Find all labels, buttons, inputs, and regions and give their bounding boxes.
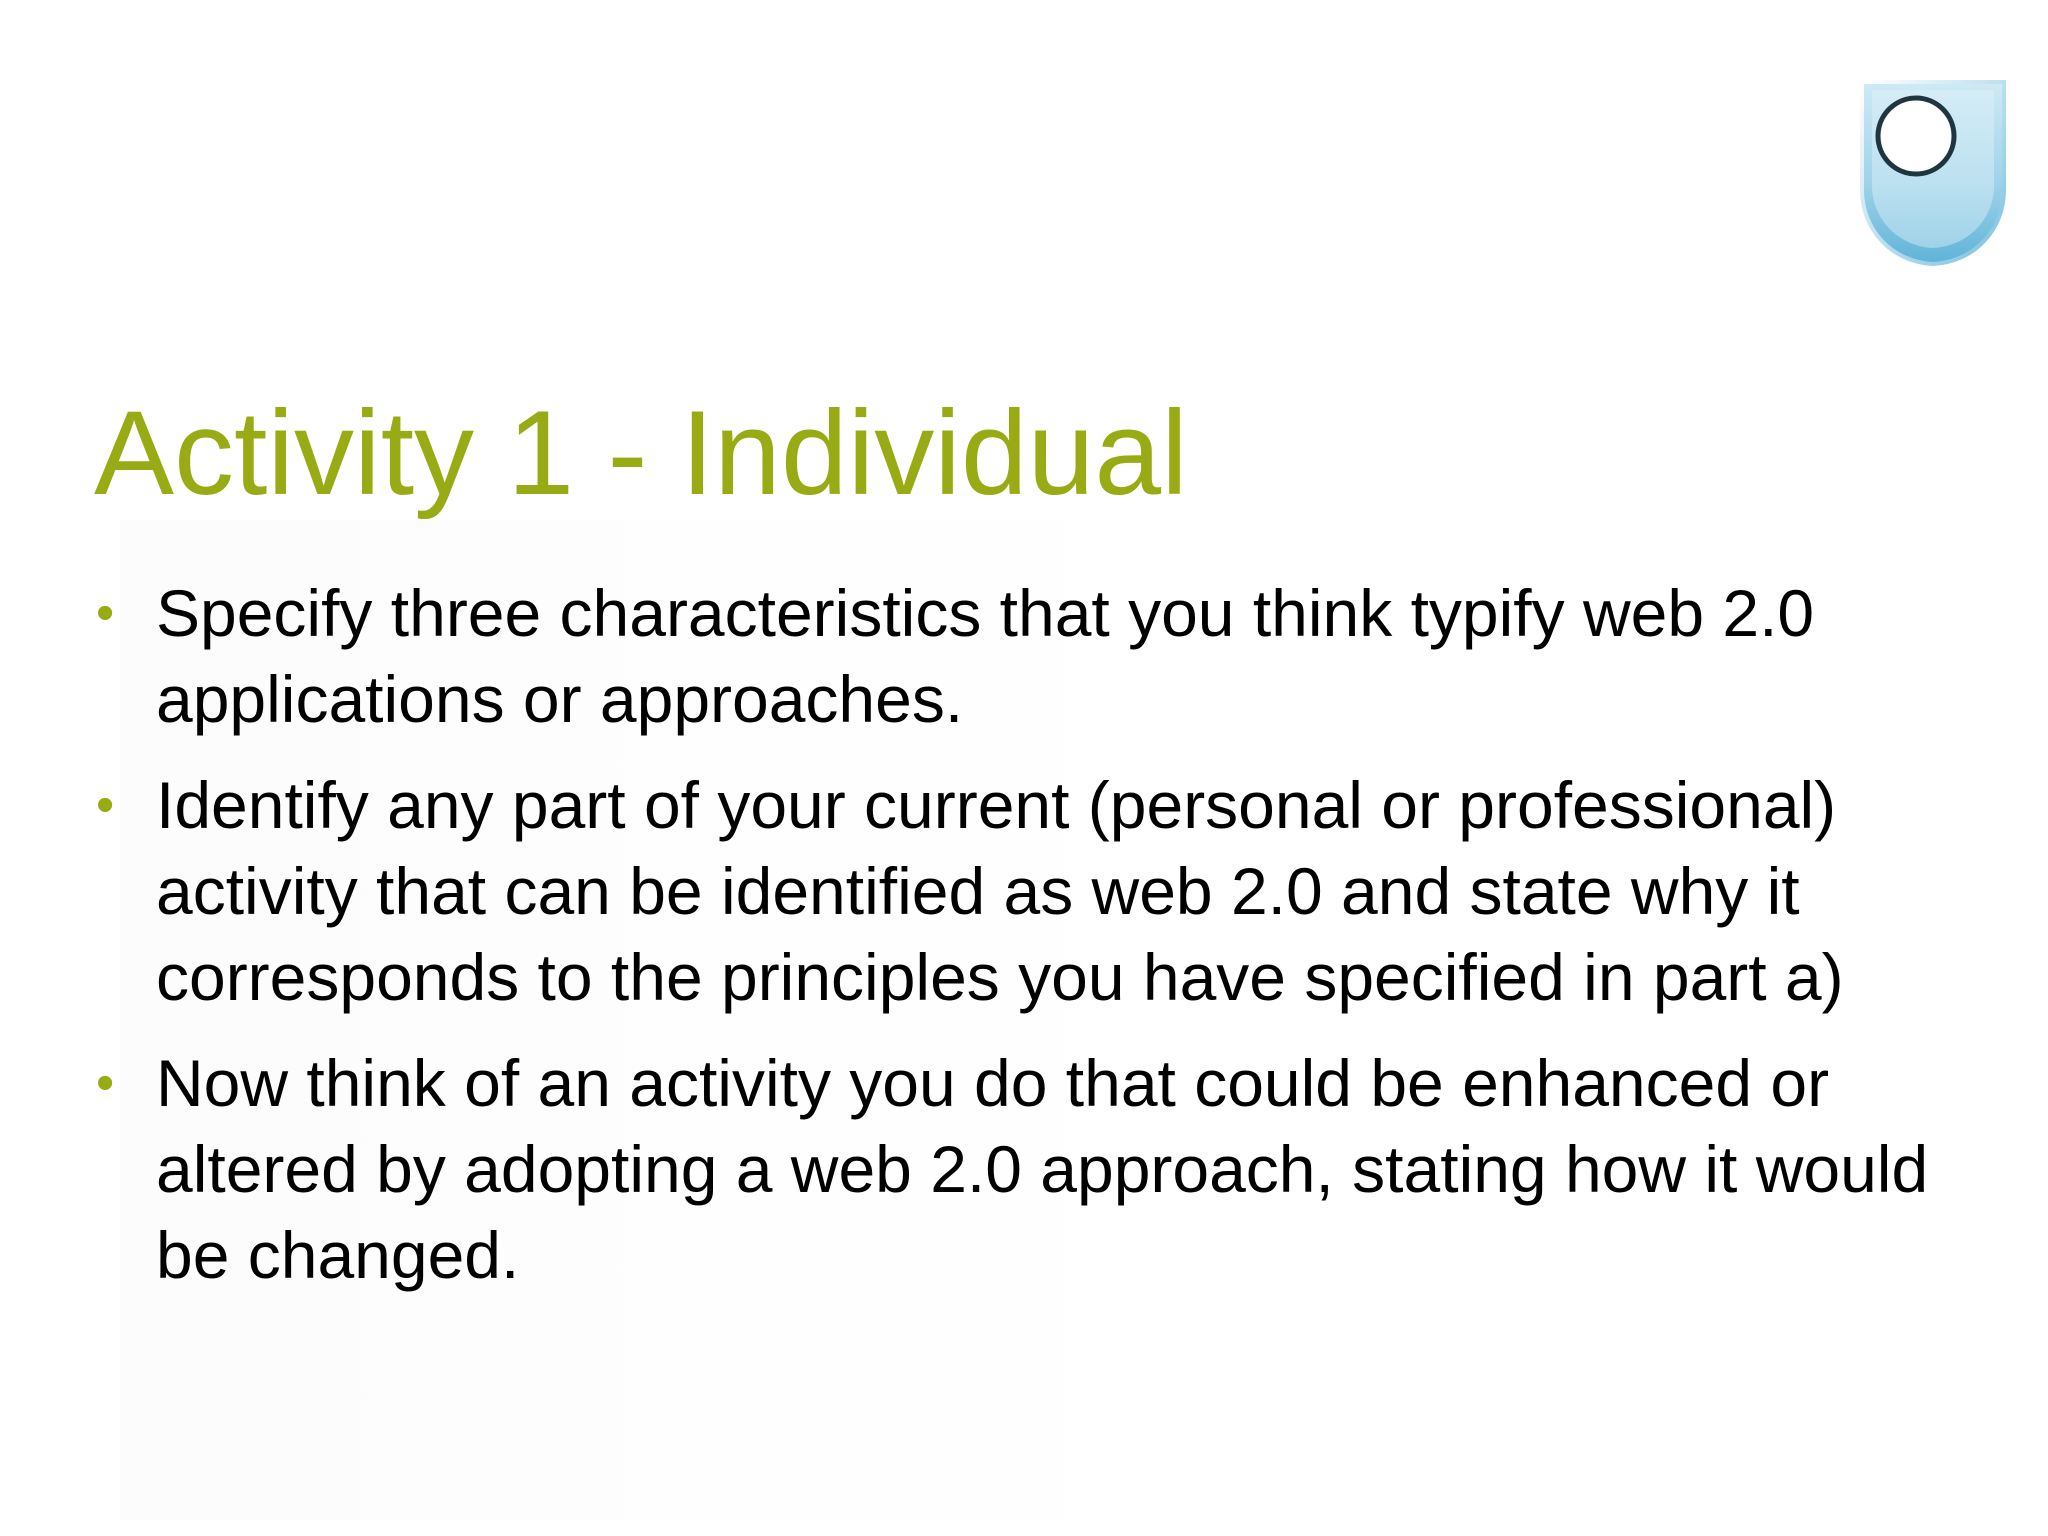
bullet-text: Identify any part of your current (personal or professional) activity that can be identified as web 2.0 and state why it corresponds to the principles you have specified in part a): [156, 768, 1844, 1014]
bullet-icon: •: [96, 776, 115, 834]
bullet-text: Specify three characteristics that you think typify web 2.0 applications or approaches.: [156, 576, 1815, 736]
bullet-text: Now think of an activity you do that could be enhanced or altered by adopting a web 2.0 approach, stating how it would be changed.: [156, 1046, 1929, 1292]
bullet-icon: •: [96, 1054, 115, 1112]
bullet-item: [96, 570, 1956, 742]
bullet-item: [96, 1040, 1956, 1298]
bullet-icon: •: [96, 584, 115, 642]
slide-title: Activity 1 - Individual: [94, 386, 1188, 520]
bullet-item: [96, 762, 1956, 1020]
bullet-list: [96, 570, 1956, 1318]
shield-logo-icon: [1856, 78, 2010, 268]
